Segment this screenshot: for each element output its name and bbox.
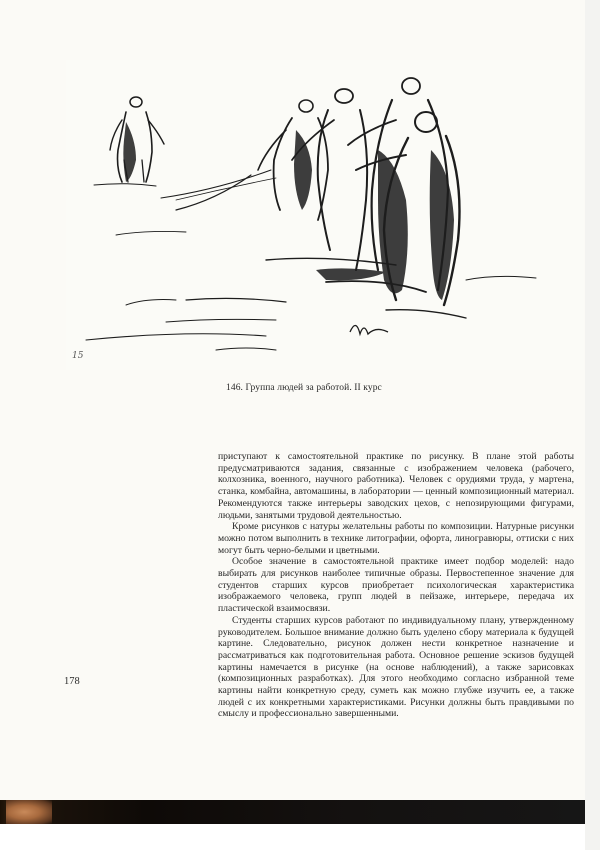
ink-drawing-fishermen: [66, 60, 584, 370]
distant-figure: [110, 97, 164, 182]
paragraph: Особое значение в самостоятельной практике имеет подбор моделей: надо выбирать для рисунков наиболее типичные образы. Первостепенное значение для студентов старших курсов приобретает психологическая характеристика изображаемого человека, групп людей в пейзаже, интерьере, передача их пластической взаимосвязи.: [218, 556, 574, 615]
finger-shadow: [6, 800, 52, 824]
body-text: [218, 451, 574, 720]
drawing-svg: [66, 60, 584, 370]
scan-right-edge: [585, 0, 600, 850]
artist-signature: [350, 325, 388, 334]
page-number: 178: [64, 676, 80, 687]
paragraph: Кроме рисунков с натуры желательны работы по композиции. Натурные рисунки можно потом выполнить в технике литографии, офорта, линогравюры, оттиски с них могут быть черно-белыми и цветными.: [218, 521, 574, 556]
drawing-corner-mark: 15: [72, 351, 84, 361]
paragraph: приступают к самостоятельной практике по рисунку. В плане этой работы предусматриваются задания, связанные с изображением человека (рабочего, колхозника, военного, научного работника). Человек с орудиями труда, у мартена, станка, комбайна, автомашины, в лаборатории — ценный композиционный материал. Рекомендуются также интерьеры заводских цехов, с непозирующими фигурами, людьми, занятыми трудовой деятельностью.: [218, 451, 574, 521]
figure-caption: 146. Группа людей за работой. II курс: [226, 383, 382, 393]
paragraph: Студенты старших курсов работают по индивидуальному плану, утвержденному руководителем. Большое внимание должно быть уделено сбору материала к будущей картине. Следовательно, рисунок должен нести конкретное назначение и рассматриваться как подготовительная работа. Основное решение эскизов будущей картины намечается в рисунке (на основе наблюдений), а также зарисовках (композиционных разработках). Для этого необходимо согласно избранной теме картины найти конкретную среду, суметь как можно глубже изучить ее, а также людей с их конкретными характеристиками. Рисунки должны быть правдивыми по смыслу и профессионально завершенными.: [218, 614, 574, 720]
scan-dark-edge: [0, 800, 585, 824]
